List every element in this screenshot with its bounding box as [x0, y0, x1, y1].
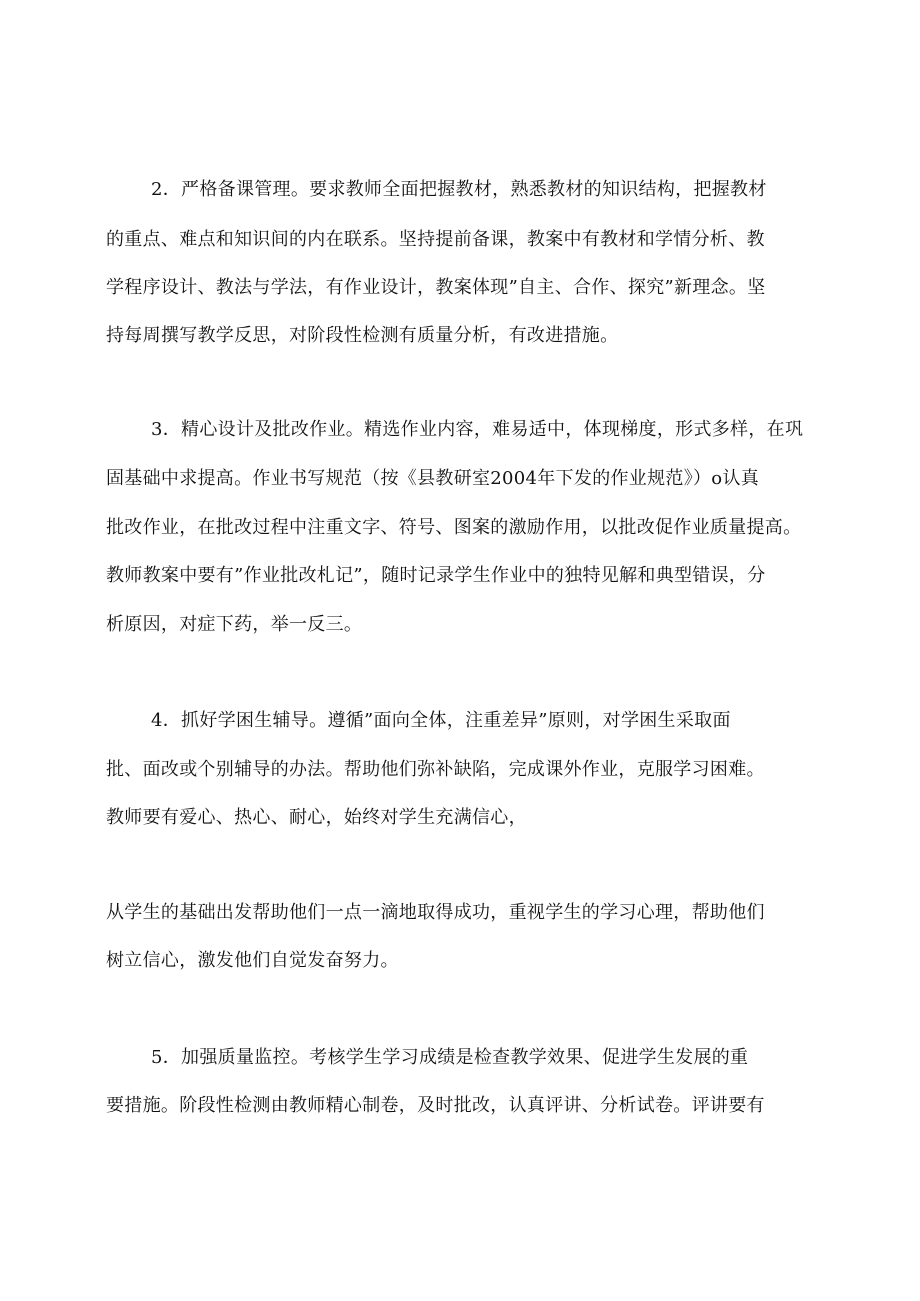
text-line: 教师要有爱心、热心、耐心，始终对学生充满信心，	[106, 807, 527, 828]
text-line: 要措施。阶段性检测由教师精心制卷，及时批改，认真评讲、分析试卷。评讲要有	[106, 1095, 765, 1116]
text-line: 教师教案中要有”作业批改札记”，随时记录学生作业中的独特见解和典型错误，分	[106, 565, 766, 586]
text-line: 学程序设计、教法与学法，有作业设计，教案体现”自主、合作、探究”新理念。坚	[106, 277, 766, 298]
text-line: 固基础中求提高。作业书写规范（按《县教研室2004年下发的作业规范》）o认真	[106, 468, 760, 489]
text-line: 树立信心，激发他们自觉发奋努力。	[106, 950, 399, 971]
text-line: 3．精心设计及批改作业。精选作业内容，难易适中，体现梯度，形式多样，在巩	[151, 419, 804, 440]
text-line: 的重点、难点和知识间的内在联系。坚持提前备课，教案中有教材和学情分析、教	[106, 229, 765, 250]
text-line: 2．严格备课管理。要求教师全面把握教材，熟悉教材的知识结构，把握教材	[151, 179, 767, 200]
text-line: 析原因，对症下药，举一反三。	[106, 614, 363, 635]
text-line: 批、面改或个别辅导的办法。帮助他们弥补缺陷，完成课外作业，克服学习困难。	[106, 759, 765, 780]
text-line: 4．抓好学困生辅导。遵循”面向全体，注重差异”原则，对学困生采取面	[151, 710, 731, 731]
text-line: 5．加强质量监控。考核学生学习成绩是检查教学效果、促进学生发展的重	[151, 1047, 749, 1068]
text-line: 持每周撰写教学反思，对阶段性检测有质量分析，有改进措施。	[106, 325, 619, 346]
text-line: 批改作业，在批改过程中注重文字、符号、图案的激励作用，以批改促作业质量提高。	[106, 517, 802, 538]
text-line: 从学生的基础出发帮助他们一点一滴地取得成功，重视学生的学习心理，帮助他们	[106, 902, 765, 923]
